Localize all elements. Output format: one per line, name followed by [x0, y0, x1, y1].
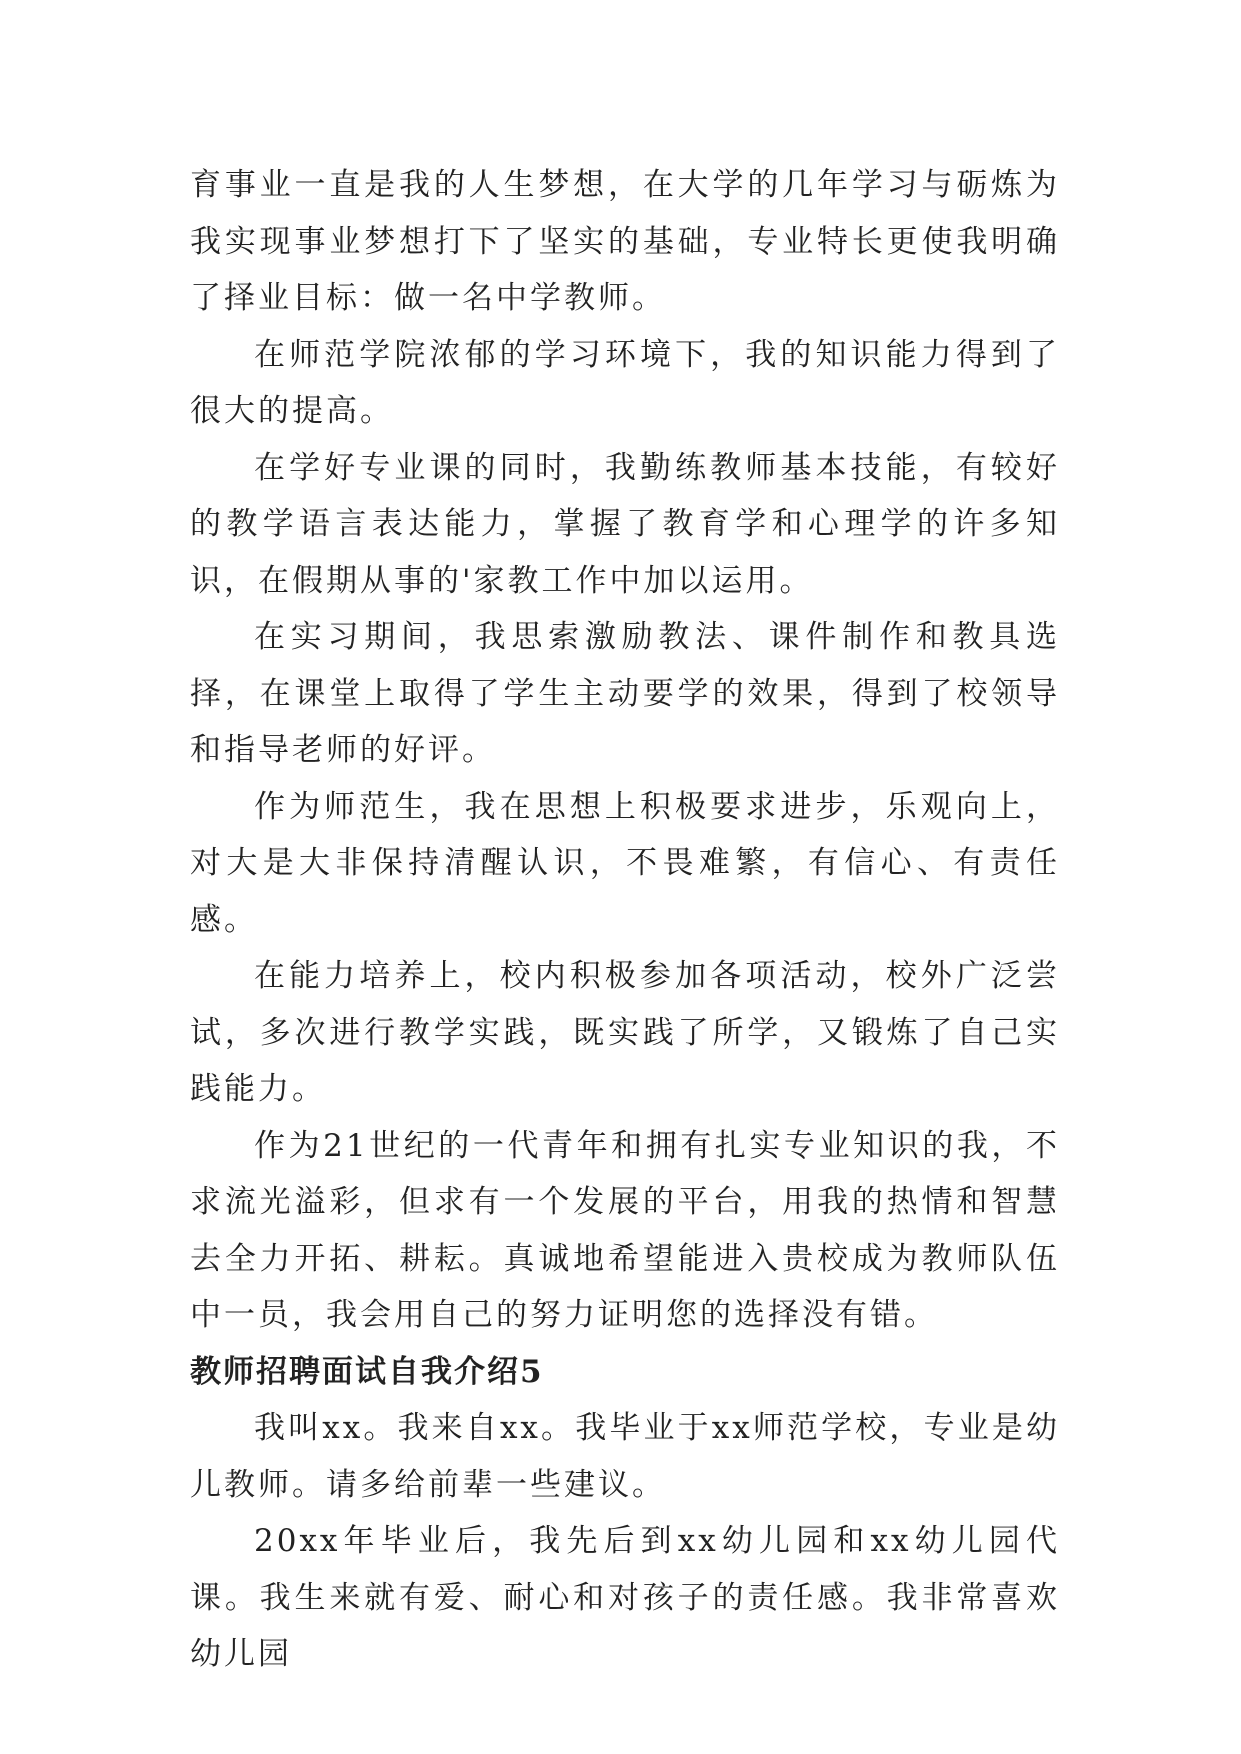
paragraph: 作为师范生，我在思想上积极要求进步，乐观向上，对大是大非保持清醒认识，不畏难繁，有信心、有责任感。: [190, 788, 1060, 938]
paragraph: 在实习期间，我思索激励教法、课件制作和教具选择，在课堂上取得了学生主动要学的效果，得到了校领导和指导老师的好评。: [190, 619, 1060, 768]
paragraph: 育事业一直是我的人生梦想，在大学的几年学习与砺炼为我实现事业梦想打下了坚实的基础，专业特长更使我明确了择业目标：做一名中学教师。: [190, 167, 1060, 316]
paragraph: 我叫xx。我来自xx。我毕业于xx师范学校，专业是幼儿教师。请多给前辈一些建议。: [190, 1410, 1060, 1503]
paragraph: 在能力培养上，校内积极参加各项活动，校外广泛尝试，多次进行教学实践，既实践了所学，又锻炼了自己实践能力。: [190, 958, 1060, 1107]
paragraph: 在师范学院浓郁的学习环境下，我的知识能力得到了很大的提高。: [190, 336, 1060, 429]
document-body: [190, 157, 1060, 1683]
section-heading: 教师招聘面试自我介绍5: [190, 1353, 544, 1390]
paragraph: 在学好专业课的同时，我勤练教师基本技能，有较好的教学语言表达能力，掌握了教育学和心理学的许多知识，在假期从事的'家教工作中加以运用。: [190, 449, 1060, 599]
paragraph: 作为21世纪的一代青年和拥有扎实专业知识的我，不求流光溢彩，但求有一个发展的平台，用我的热情和智慧去全力开拓、耕耘。真诚地希望能进入贵校成为教师队伍中一员，我会用自己的努力证明您的选择没有错。: [190, 1127, 1060, 1333]
paragraph: 20xx年毕业后，我先后到xx幼儿园和xx幼儿园代课。我生来就有爱、耐心和对孩子的责任感。我非常喜欢幼儿园: [190, 1523, 1060, 1672]
